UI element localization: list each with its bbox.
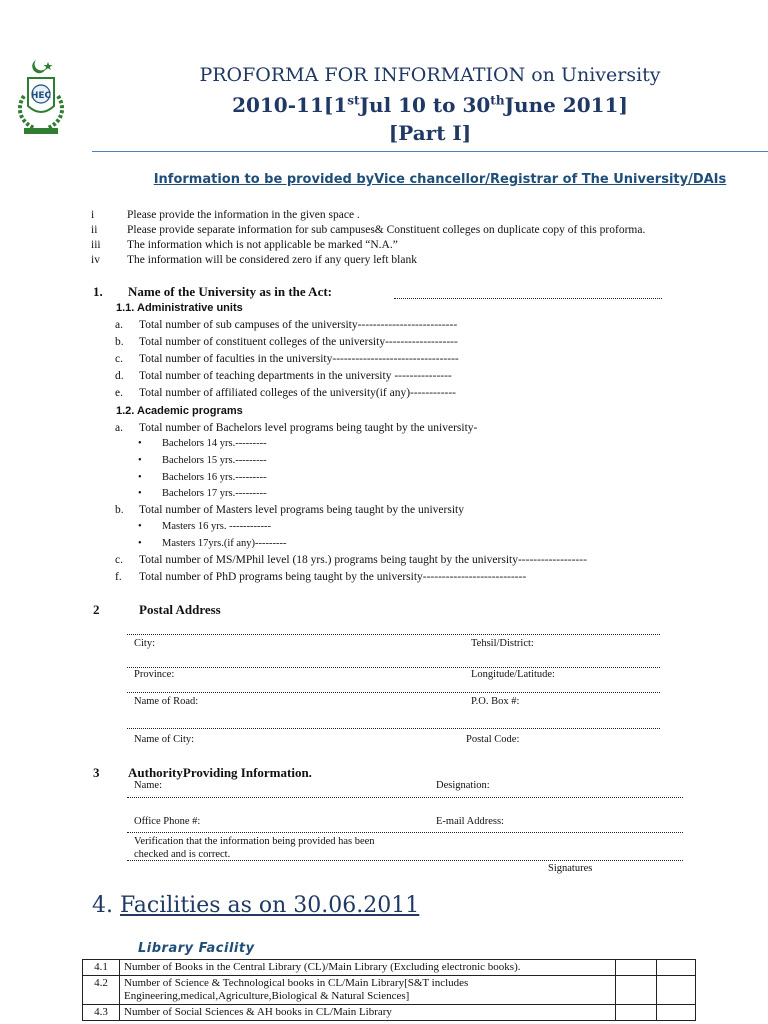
province-label: Province: [134,669,175,680]
email-label: E-mail Address: [436,816,504,827]
item-label: b. [115,504,124,516]
library-table [82,959,696,1021]
item-label: a. [115,422,123,434]
pobox-label: P.O. Box #: [471,696,520,707]
authority-rule [127,797,683,798]
bullet-dot: • [138,472,142,483]
item-text: Total number of Bachelors level programs being taught by the university- [139,422,478,434]
bullet-text: Masters 17yrs.(if any)--------- [162,538,287,549]
bullet-dot: • [138,455,142,466]
item-label: e. [115,387,123,399]
item-text: Total number of teaching departments in the university --------------- [139,370,452,382]
instruction-num: iv [91,254,100,266]
row-number: 4.2 [83,976,120,1005]
section-3-title: AuthorityProviding Information. [128,765,312,780]
title-part-a: 2010-11[1 [232,93,348,117]
facilities-title: Facilities as on 30.06.2011 [120,893,420,918]
bullet-dot: • [138,438,142,449]
item-text: Total number of PhD programs being taught by the university--------------------------- [139,571,527,583]
name-label: Name: [134,780,162,791]
bullet-text: Bachelors 14 yrs.--------- [162,438,267,449]
item-label: f. [115,571,122,583]
address-rule [127,667,660,668]
phone-label: Office Phone #: [134,816,201,827]
section-2-title: Postal Address [139,602,221,617]
instruction-num: iii [91,239,101,251]
title-part-b: Jul 10 to 30 [359,93,491,117]
row-number: 4.1 [83,960,120,976]
longlat-label: Longitude/Latitude: [471,669,555,680]
instruction-text: Please provide separate information for sub campuses& Constituent colleges on duplicate copy of this proforma. [127,224,646,236]
authority-rule [127,832,683,833]
row-value-cell[interactable] [616,1005,657,1021]
row-text: Number of Social Sciences & AH books in CL/Main Library [120,1005,616,1021]
item-text: Total number of Masters level programs being taught by the university [139,504,464,516]
row-value-cell[interactable] [657,960,696,976]
section-1-number: 1. [93,284,103,299]
address-rule [127,728,660,729]
university-name-field[interactable] [394,298,662,299]
subsection-admin-units: 1.1. Administrative units [116,302,243,314]
title-line-3: [Part I] [388,121,472,145]
section-1-title: Name of the University as in the Act: [128,284,332,299]
library-facility-heading: Library Facility [138,941,255,956]
item-text: Total number of constituent colleges of the university------------------- [139,336,458,348]
section-3-number: 3 [93,765,100,780]
item-text: Total number of MS/MPhil level (18 yrs.) programs being taught by the university------------------ [139,554,587,566]
bullet-text: Masters 16 yrs. ------------ [162,521,272,532]
authority-rule [127,860,683,861]
row-value-cell[interactable] [616,960,657,976]
address-rule [127,634,660,635]
title-line-2 [130,93,730,117]
bullet-dot: • [138,488,142,499]
item-label: c. [115,353,123,365]
logo-text: HEC [30,91,52,101]
road-label: Name of Road: [134,696,199,707]
row-value-cell[interactable] [657,976,696,1005]
postal-label: Postal Code: [466,734,520,745]
instruction-text: The information will be considered zero if any query left blank [127,254,417,266]
tehsil-label: Tehsil/District: [471,638,534,649]
facilities-heading [92,893,419,918]
cityname-label: Name of City: [134,734,195,745]
bullet-text: Bachelors 17 yrs.--------- [162,488,267,499]
header-rule [92,151,768,152]
designation-label: Designation: [436,780,490,791]
instruction-text: The information which is not applicable be marked “N.A.” [127,239,398,251]
address-rule [127,692,660,693]
hec-logo [12,56,70,136]
bullet-text: Bachelors 16 yrs.--------- [162,472,267,483]
verification-line-1: Verification that the information being provided has been [134,836,375,847]
section-2-number: 2 [93,602,100,617]
row-text: Number of Science & Technological books in CL/Main Library[S&T includes Engineering,medical,Agriculture,Biological & Natural Sciences] [120,976,616,1005]
item-label: d. [115,370,124,382]
item-label: c. [115,554,123,566]
title-part-c: June 2011] [504,93,628,117]
bullet-dot: • [138,521,142,532]
subsection-academic-programs: 1.2. Academic programs [116,405,243,417]
instruction-num: ii [91,224,98,236]
title-sup-2: th [490,93,505,108]
item-label: a. [115,319,123,331]
subheading: Information to be provided byVice chancellor/Registrar of The University/DAIs [153,172,727,187]
signatures-label: Signatures [548,863,593,874]
item-text: Total number of sub campuses of the university-------------------------- [139,319,458,331]
item-text: Total number of affiliated colleges of the university(if any)------------ [139,387,457,399]
facilities-number: 4. [92,893,113,918]
row-text: Number of Books in the Central Library (CL)/Main Library (Excluding electronic books). [120,960,616,976]
item-label: b. [115,336,124,348]
instruction-num: i [91,209,95,221]
table-row [83,960,696,976]
title-line-1: PROFORMA FOR INFORMATION on University [199,64,661,86]
bullet-dot: • [138,538,142,549]
city-label: City: [134,638,156,649]
item-text: Total number of faculties in the university--------------------------------- [139,353,459,365]
row-value-cell[interactable] [657,1005,696,1021]
title-sup-1: st [347,93,360,108]
verification-line-2: checked and is correct. [134,849,231,860]
bullet-text: Bachelors 15 yrs.--------- [162,455,267,466]
instruction-text: Please provide the information in the given space . [127,209,360,221]
row-value-cell[interactable] [616,976,657,1005]
row-number: 4.3 [83,1005,120,1021]
table-row [83,1005,696,1021]
table-row [83,976,696,1005]
